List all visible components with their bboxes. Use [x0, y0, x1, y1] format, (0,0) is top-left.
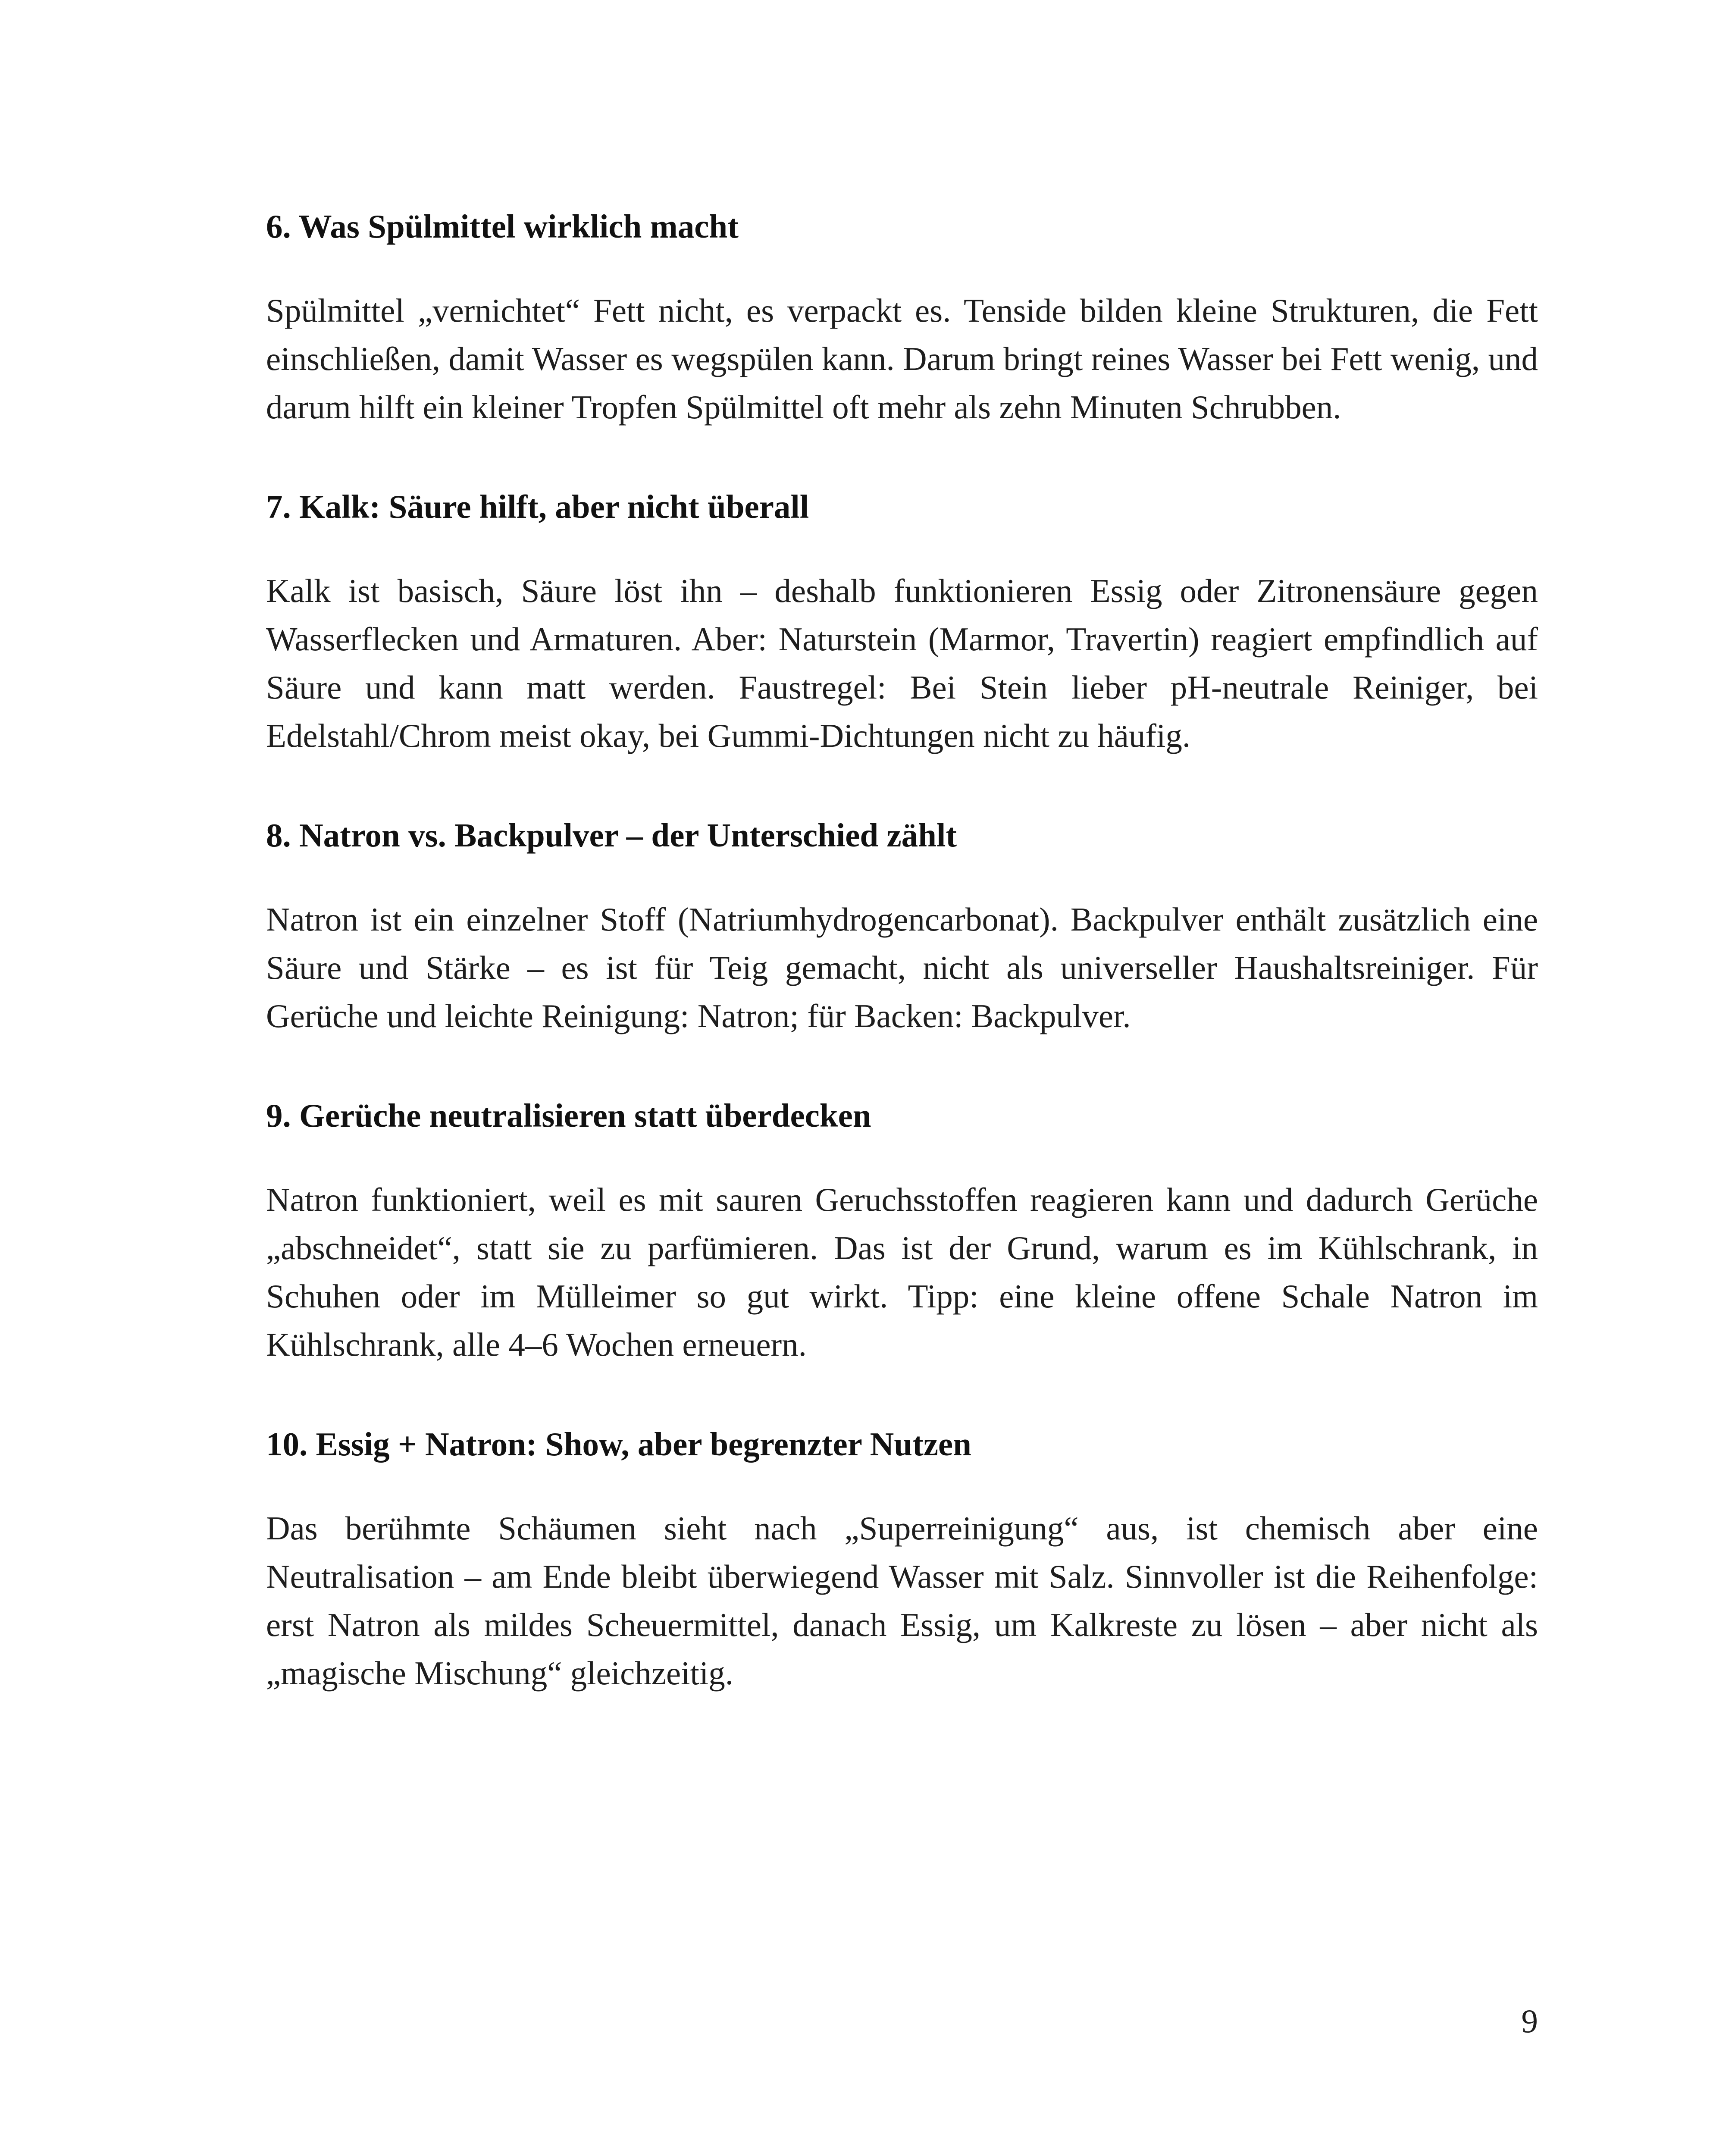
section-paragraph: Kalk ist basisch, Säure löst ihn – deshalb funktionieren Essig oder Zitronensäure gegen Wasserflecken und Armaturen. Aber: Naturstein (Marmor, Travertin) reagiert empfindlich auf Säure und kann matt werden. Faustregel: Bei Stein lieber pH-neutrale Reiniger, bei Edelstahl/Chrom meist okay, bei Gummi-Dichtungen nicht zu häufig. — [266, 572, 1538, 754]
section-natron-backpulver — [266, 812, 1538, 1040]
section-heading: 9. Gerüche neutralisieren statt überdecken — [266, 1097, 871, 1134]
section-gerueche — [266, 1092, 1538, 1369]
section-heading: 10. Essig + Natron: Show, aber begrenzter Nutzen — [266, 1426, 971, 1463]
section-heading: 7. Kalk: Säure hilft, aber nicht überall — [266, 488, 809, 525]
section-spuelmittel — [266, 203, 1538, 431]
section-heading: 8. Natron vs. Backpulver – der Unterschied zählt — [266, 817, 957, 854]
section-essig-natron — [266, 1420, 1538, 1697]
section-paragraph: Spülmittel „vernichtet“ Fett nicht, es verpackt es. Tenside bilden kleine Strukturen, die Fett einschließen, damit Wasser es wegspülen kann. Darum bringt reines Wasser bei Fett wenig, und darum hilft ein kleiner Tropfen Spülmittel oft mehr als zehn Minuten Schrubben. — [266, 292, 1538, 426]
section-paragraph: Natron ist ein einzelner Stoff (Natriumhydrogencarbonat). Backpulver enthält zusätzlich eine Säure und Stärke – es ist für Teig gemacht, nicht als universeller Haushaltsreiniger. Für Gerüche und leichte Reinigung: Natron; für Backen: Backpulver. — [266, 901, 1538, 1034]
section-heading: 6. Was Spülmittel wirklich macht — [266, 208, 739, 245]
section-kalk — [266, 483, 1538, 760]
section-paragraph: Natron funktioniert, weil es mit sauren Geruchsstoffen reagieren kann und dadurch Gerüche „abschneidet“, statt sie zu parfümieren. Das ist der Grund, warum es im Kühlschrank, in Schuhen oder im Mülleimer so gut wirkt. Tipp: eine kleine offene Schale Natron im Kühlschrank, alle 4–6 Wochen erneuern. — [266, 1181, 1538, 1363]
page-number: 9 — [1521, 2002, 1538, 2040]
document-page — [266, 203, 1538, 1749]
section-paragraph: Das berühmte Schäumen sieht nach „Superreinigung“ aus, ist chemisch aber eine Neutralisation – am Ende bleibt überwiegend Wasser mit Salz. Sinnvoller ist die Reihenfolge: erst Natron als mildes Scheuermittel, danach Essig, um Kalkreste zu lösen – aber nicht als „magische Mischung“ gleichzeitig. — [266, 1510, 1538, 1692]
